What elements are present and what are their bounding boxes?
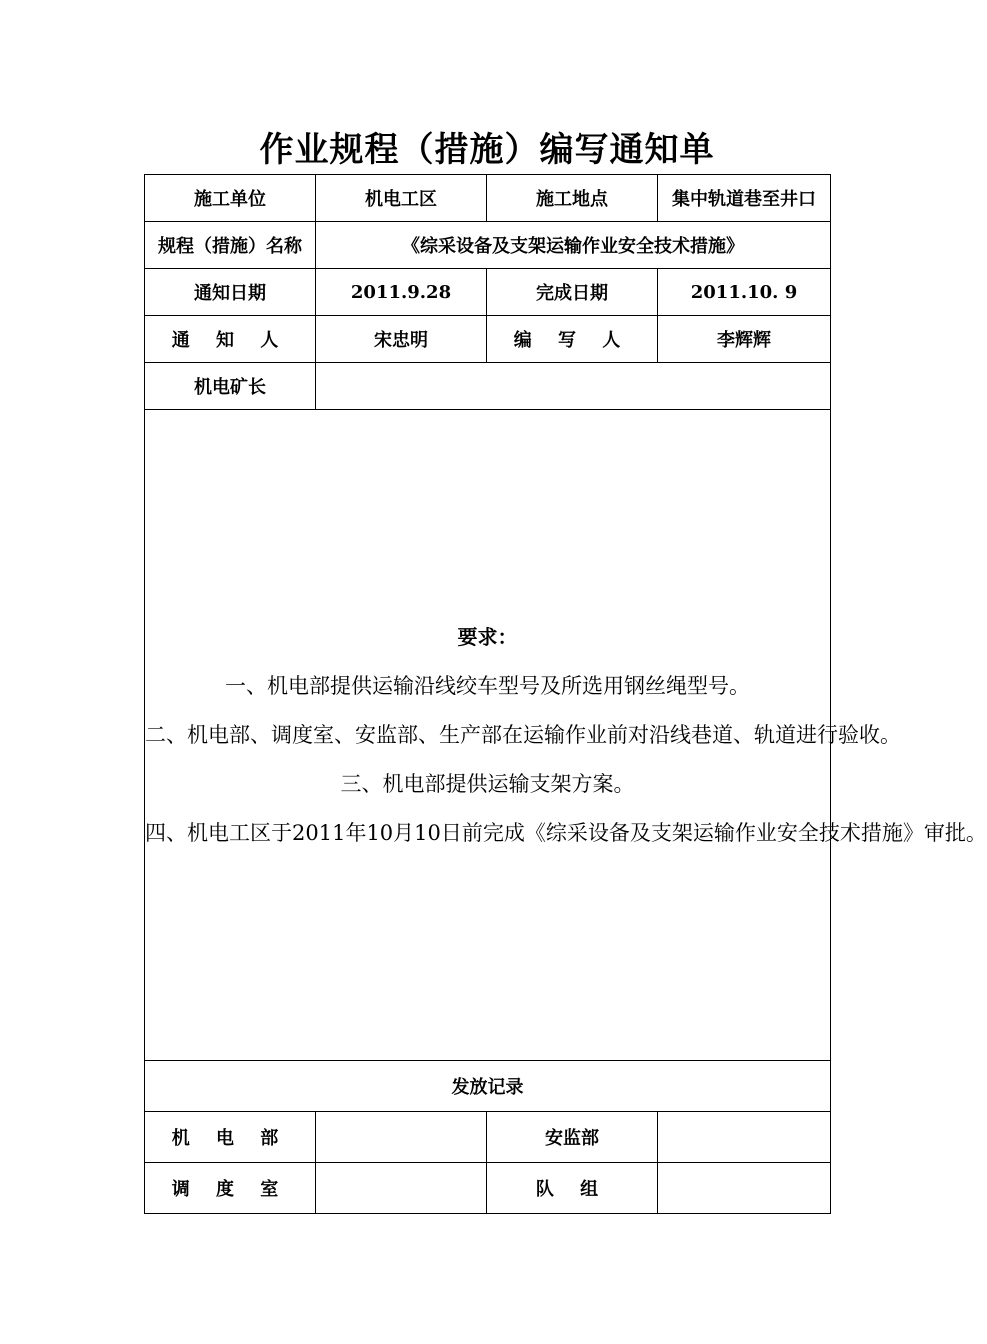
requirements-heading: 要求：: [457, 625, 518, 649]
requirement-item: 四、机电工区于2011年10月10日前完成《综采设备及支架运输作业安全技术措施》审批。: [145, 821, 987, 845]
distribution-left-value: [316, 1163, 487, 1214]
row-mine-chief: [145, 363, 831, 410]
row-requirements: [145, 410, 831, 1061]
procedure-name-label: 规程（措施）名称: [145, 222, 316, 269]
distribution-left-label: 机 电 部: [145, 1112, 316, 1163]
requirements-cell: [145, 410, 987, 1061]
notice-date-label: 通知日期: [145, 269, 316, 316]
notifier-label: 通 知 人: [145, 316, 316, 363]
completion-date-value: 2011.10. 9: [658, 269, 831, 316]
construction-site-value: 集中轨道巷至井口: [658, 175, 831, 222]
distribution-heading: 发放记录: [145, 1061, 831, 1112]
notice-form-table: [144, 174, 987, 1214]
document-title: 作业规程（措施）编写通知单: [259, 130, 715, 170]
writer-label: 编 写 人: [487, 316, 658, 363]
construction-unit-label: 施工单位: [145, 175, 316, 222]
requirement-item: 二、机电部、调度室、安监部、生产部在运输作业前对沿线巷道、轨道进行验收。: [145, 723, 901, 747]
mine-chief-value: [316, 363, 831, 410]
row-distribution-heading: [145, 1061, 831, 1112]
writer-value: 李辉辉: [658, 316, 831, 363]
distribution-right-label: 队 组: [487, 1163, 658, 1214]
completion-date-label: 完成日期: [487, 269, 658, 316]
notice-date-value: 2011.9.28: [316, 269, 487, 316]
distribution-left-label: 调 度 室: [145, 1163, 316, 1214]
row-procedure-name: [145, 222, 831, 269]
distribution-right-label: 安监部: [487, 1112, 658, 1163]
distribution-row: [145, 1163, 831, 1214]
construction-site-label: 施工地点: [487, 175, 658, 222]
construction-unit-value: 机电工区: [316, 175, 487, 222]
mine-chief-label: 机电矿长: [145, 363, 316, 410]
distribution-right-value: [658, 1112, 831, 1163]
distribution-row: [145, 1112, 831, 1163]
distribution-right-value: [658, 1163, 831, 1214]
requirement-item: 一、机电部提供运输沿线绞车型号及所选用钢丝绳型号。: [225, 674, 750, 698]
procedure-name-value: 《综采设备及支架运输作业安全技术措施》: [316, 222, 831, 269]
row-people: [145, 316, 831, 363]
row-dates: [145, 269, 831, 316]
row-construction: [145, 175, 831, 222]
requirement-item: 三、机电部提供运输支架方案。: [340, 772, 635, 796]
notifier-value: 宋忠明: [316, 316, 487, 363]
distribution-left-value: [316, 1112, 487, 1163]
